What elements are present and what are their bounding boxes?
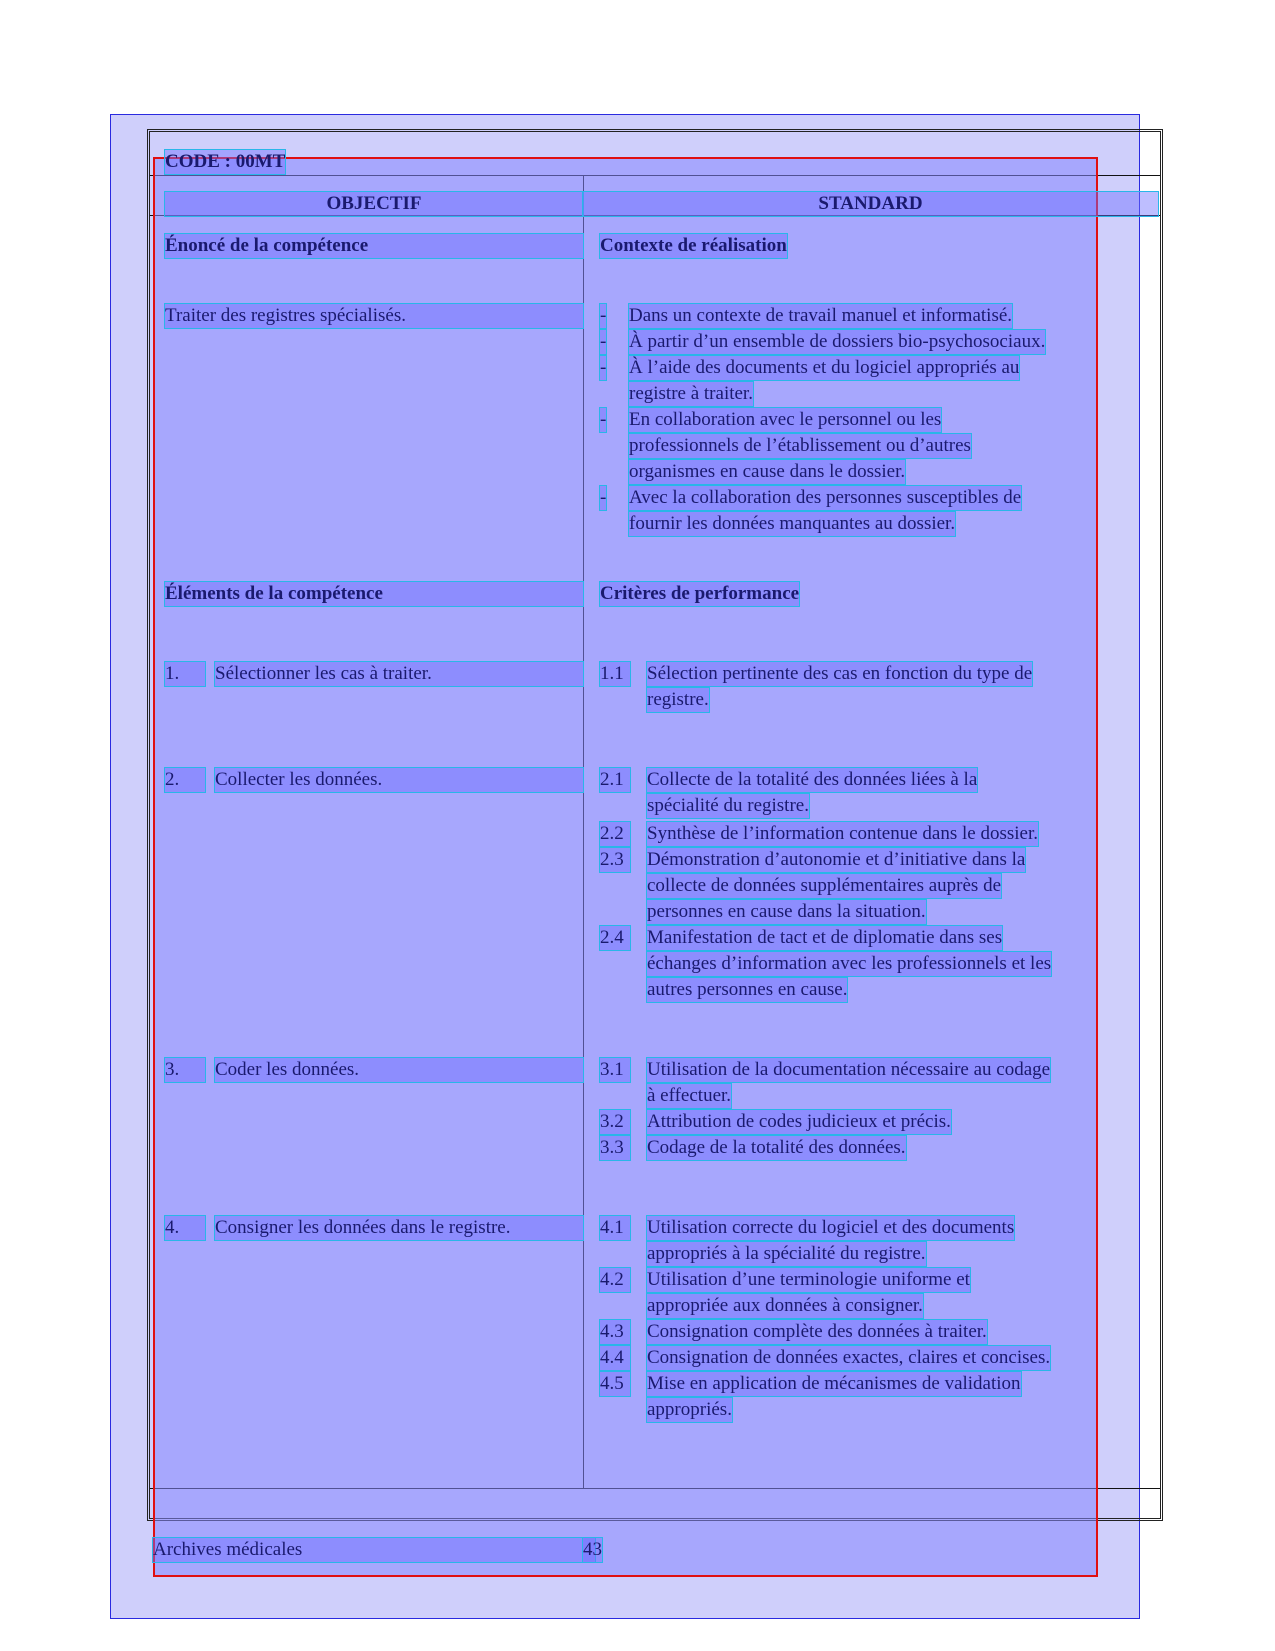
critere-number: 4.4 <box>600 1346 630 1370</box>
element-text: Coder les données. <box>215 1058 583 1082</box>
critere-number: 4.1 <box>600 1216 630 1240</box>
contexte-item-line: registre à traiter. <box>629 383 753 404</box>
critere-line: collecte de données supplémentaires auprès de <box>647 875 1001 896</box>
critere-line: Attribution de codes judicieux et précis. <box>647 1111 951 1132</box>
criteres-title: Critères de performance <box>600 583 800 604</box>
footer-page-number: 43 <box>583 1539 602 1560</box>
critere-line: Consignation de données exactes, claires et concises. <box>647 1347 1051 1368</box>
header-standard: STANDARD <box>583 192 1158 216</box>
contexte-item-line: À partir d’un ensemble de dossiers bio-psychosociaux. <box>629 331 1046 352</box>
contexte-item-line: Avec la collaboration des personnes susceptibles de <box>629 487 1022 508</box>
enonce-title: Énoncé de la compétence <box>165 234 583 258</box>
header-objectif: OBJECTIF <box>165 192 583 216</box>
critere-line: Démonstration d’autonomie et d’initiative dans la <box>647 849 1026 870</box>
critere-number: 4.5 <box>600 1372 630 1396</box>
critere-line: Utilisation de la documentation nécessaire au codage <box>647 1059 1051 1080</box>
critere-number: 2.4 <box>600 926 630 950</box>
critere-line: personnes en cause dans la situation. <box>647 901 926 922</box>
element-number: 1. <box>165 662 205 686</box>
critere-line: Collecte de la totalité des données liées à la <box>647 769 978 790</box>
critere-line: Utilisation correcte du logiciel et des documents <box>647 1217 1015 1238</box>
critere-line: Manifestation de tact et de diplomatie dans ses <box>647 927 1003 948</box>
element-number: 3. <box>165 1058 205 1082</box>
critere-line: Consignation complète des données à traiter. <box>647 1321 987 1342</box>
critere-line: à effectuer. <box>647 1085 732 1106</box>
element-number: 2. <box>165 768 205 792</box>
element-text: Sélectionner les cas à traiter. <box>215 662 583 686</box>
critere-line: appropriés à la spécialité du registre. <box>647 1243 926 1264</box>
footer-title: Archives médicales <box>153 1538 595 1562</box>
element-text: Consigner les données dans le registre. <box>215 1216 583 1240</box>
critere-number: 2.3 <box>600 848 630 872</box>
critere-line: Mise en application de mécanismes de validation <box>647 1373 1021 1394</box>
element-number: 4. <box>165 1216 205 1240</box>
critere-line: échanges d’information avec les professionnels et les <box>647 953 1052 974</box>
element-text: Collecter les données. <box>215 768 583 792</box>
critere-line: registre. <box>647 689 709 710</box>
critere-number: 1.1 <box>600 662 630 686</box>
elements-title: Éléments de la compétence <box>165 582 583 606</box>
critere-number: 3.3 <box>600 1136 630 1160</box>
contexte-item-line: fournir les données manquantes au dossier. <box>629 513 956 534</box>
contexte-bullet: - <box>600 357 607 378</box>
critere-number: 4.3 <box>600 1320 630 1344</box>
critere-number: 2.1 <box>600 768 630 792</box>
critere-line: spécialité du registre. <box>647 795 809 816</box>
contexte-item-line: En collaboration avec le personnel ou les <box>629 409 942 430</box>
contexte-item-line: À l’aide des documents et du logiciel appropriés au <box>629 357 1020 378</box>
critere-line: appropriés. <box>647 1399 732 1420</box>
contexte-item-line: professionnels de l’établissement ou d’autres <box>629 435 971 456</box>
critere-number: 3.2 <box>600 1110 630 1134</box>
enonce-text: Traiter des registres spécialisés. <box>165 304 583 328</box>
critere-number: 4.2 <box>600 1268 630 1292</box>
contexte-item-line: Dans un contexte de travail manuel et informatisé. <box>629 305 1013 326</box>
contexte-bullet: - <box>600 409 607 430</box>
contexte-item-line: organismes en cause dans le dossier. <box>629 461 906 482</box>
critere-number: 3.1 <box>600 1058 630 1082</box>
critere-line: Sélection pertinente des cas en fonction du type de <box>647 663 1033 684</box>
contexte-bullet: - <box>600 331 607 352</box>
critere-number: 2.2 <box>600 822 630 846</box>
critere-line: appropriée aux données à consigner. <box>647 1295 923 1316</box>
contexte-bullet: - <box>600 487 607 508</box>
critere-line: autres personnes en cause. <box>647 979 848 1000</box>
contexte-title: Contexte de réalisation <box>600 235 787 256</box>
critere-line: Utilisation d’une terminologie uniforme et <box>647 1269 970 1290</box>
code-line: CODE : 00MT <box>165 151 286 172</box>
contexte-bullet: - <box>600 305 607 326</box>
critere-line: Codage de la totalité des données. <box>647 1137 906 1158</box>
critere-line: Synthèse de l’information contenue dans le dossier. <box>647 823 1038 844</box>
